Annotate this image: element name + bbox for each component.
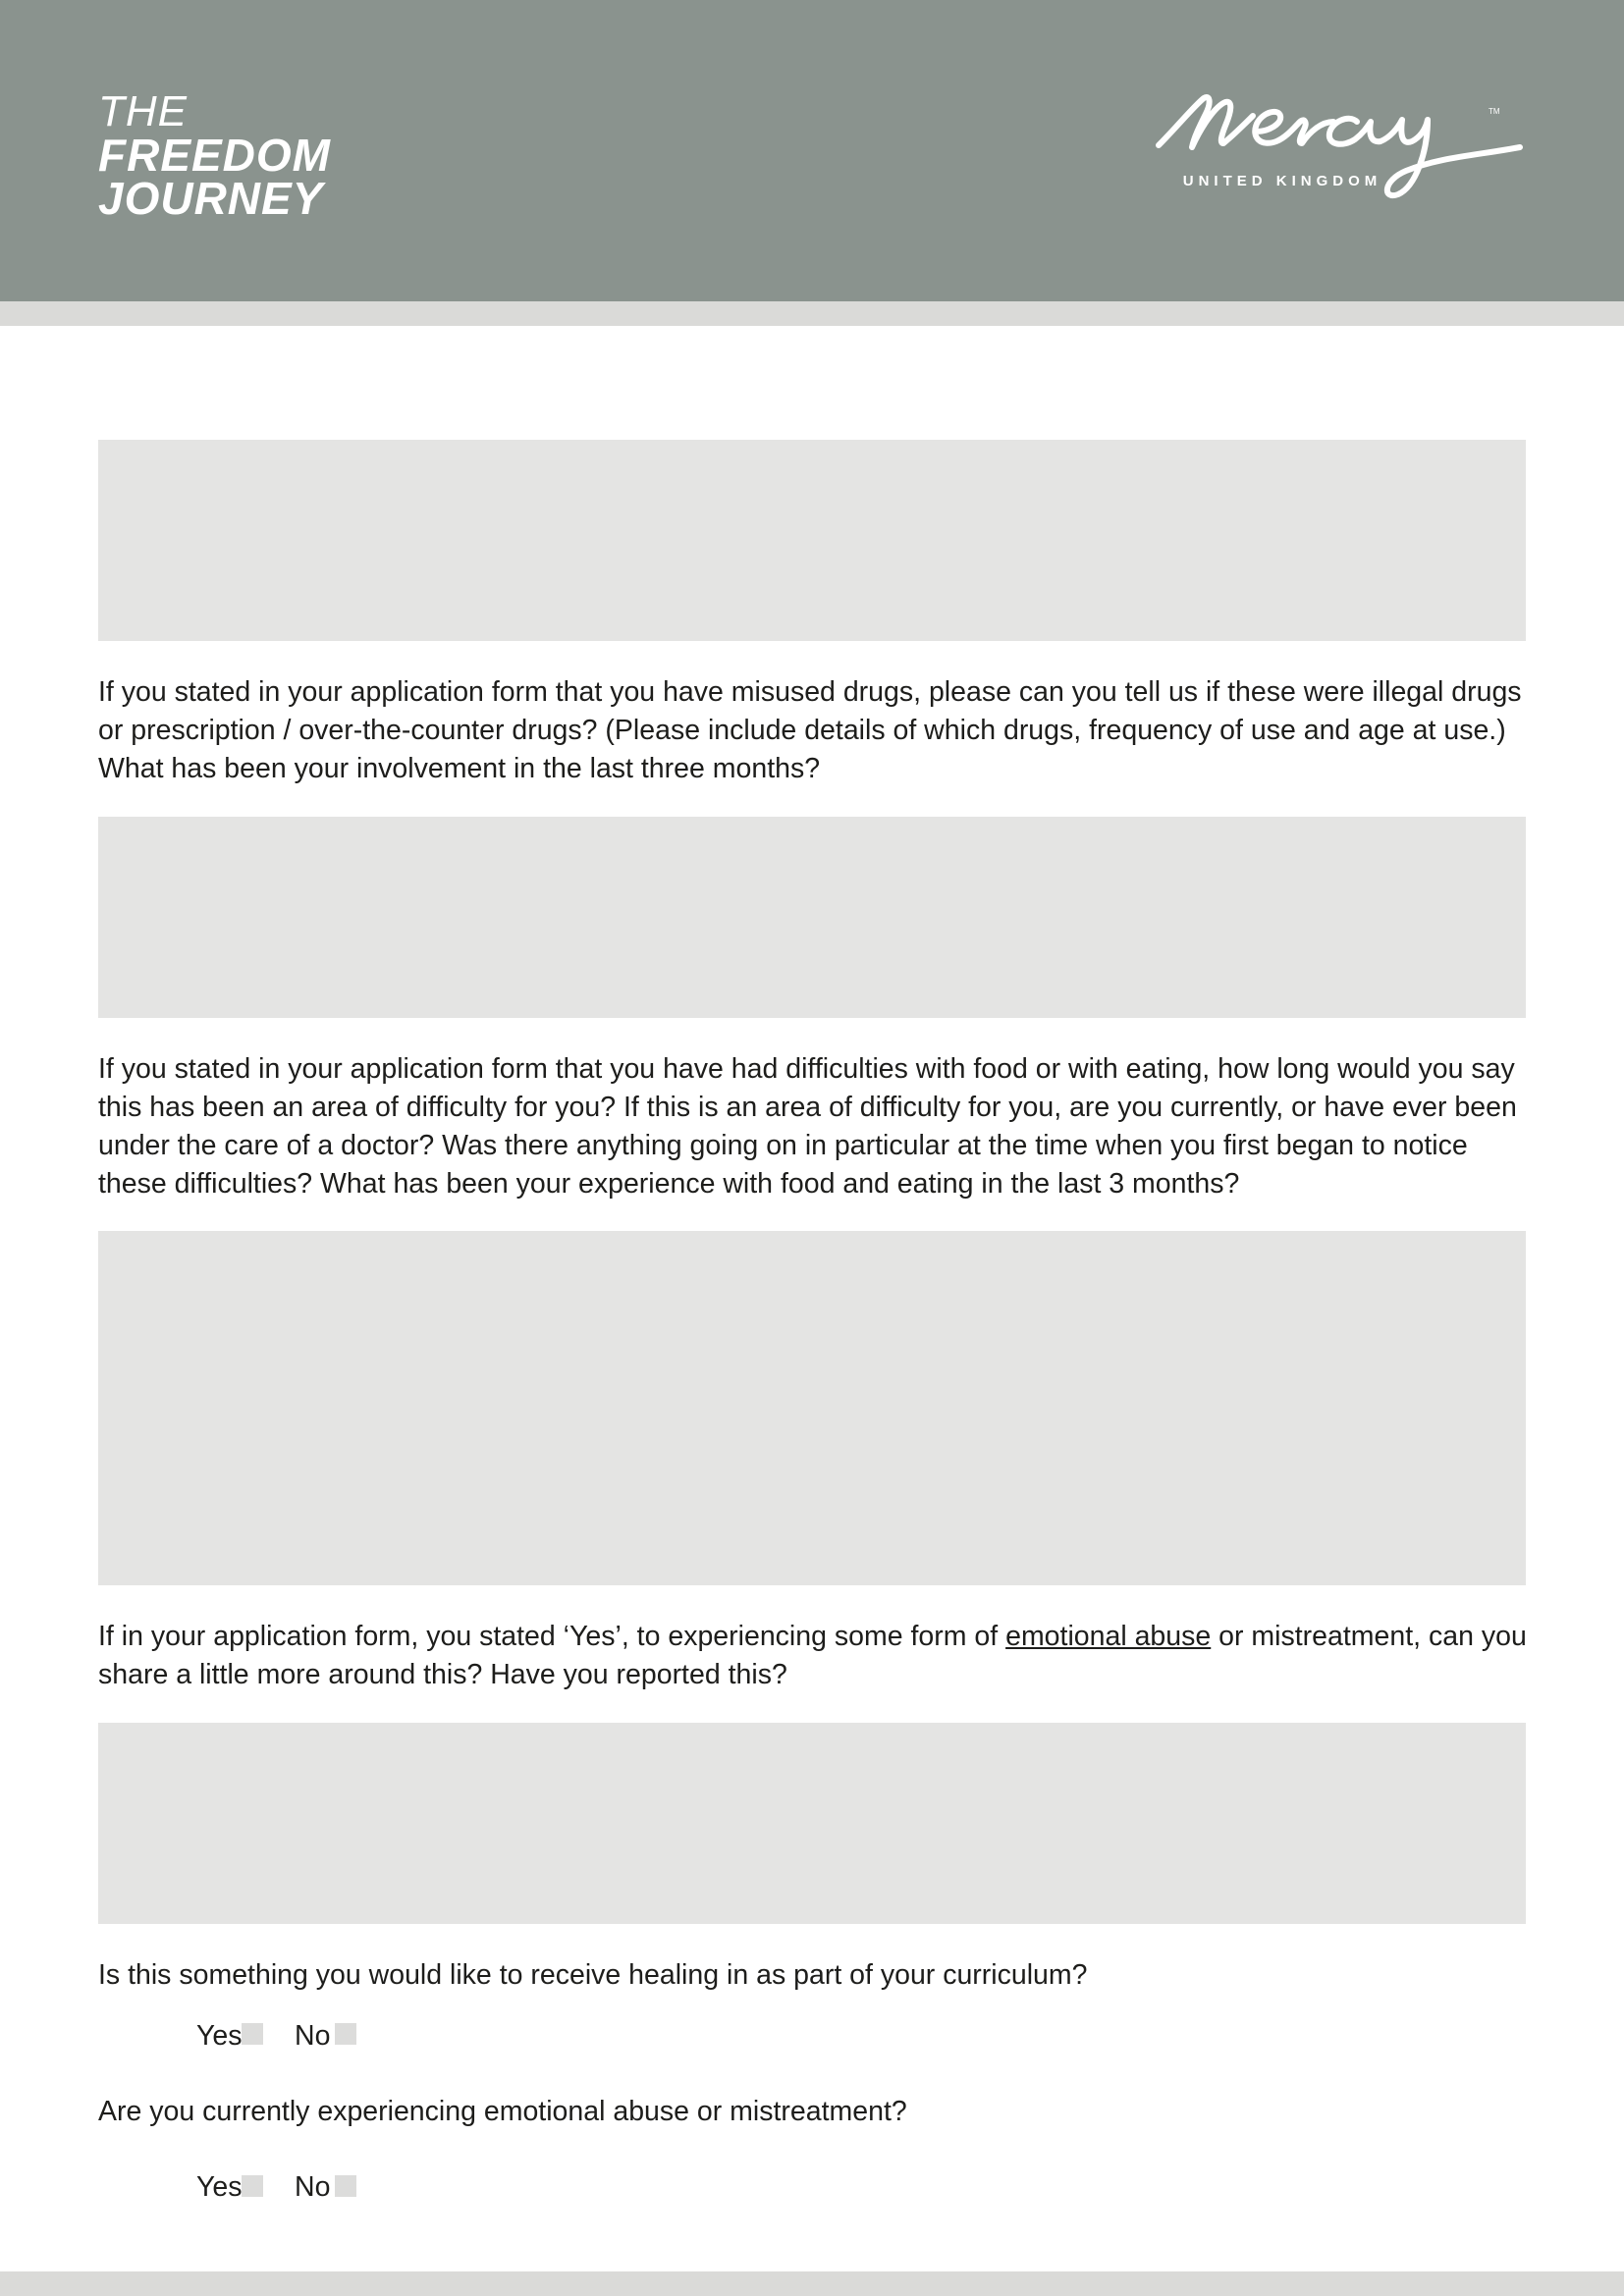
mercy-logo — [1155, 92, 1530, 230]
emotional-abuse-link[interactable]: emotional abuse — [1005, 1621, 1212, 1652]
current-yes-label: Yes — [196, 2171, 243, 2203]
header-divider — [0, 301, 1624, 326]
question-current-abuse: Are you currently experiencing emotional abuse or mistreatment? — [98, 2096, 907, 2127]
svg-text:TM: TM — [1489, 107, 1500, 116]
answer-field-food[interactable] — [98, 1231, 1526, 1585]
abuse-text-end: or mistreatment, can you share a little more around this? Have you reported this? — [98, 1621, 1527, 1690]
healing-no-checkbox[interactable] — [335, 2023, 356, 2045]
freedom-journey-brand — [98, 87, 331, 224]
question-food: If you stated in your application form that you have had difficulties with food or with eating, how long would you say this has been an area of difficulty for you? If this is an area of difficulty for you, are you currently, or have ever been under the care of a doctor? Was there anything going on in particular at the time when you first began to notice these difficulties? What has been your experience with food and eating in the last 3 months? — [98, 1053, 1517, 1200]
question-emotional-abuse — [98, 1618, 1532, 1694]
question-drugs: If you stated in your application form that you have misused drugs, please can you tell us if these were illegal drugs or prescription / over-the-counter drugs? (Please include details of which drugs, frequency of use and age at use.) What has been your involvement in the last three months? — [98, 676, 1522, 784]
healing-yes-checkbox[interactable] — [242, 2023, 263, 2045]
healing-yes-label: Yes — [196, 2020, 243, 2052]
healing-no-label: No — [295, 2020, 331, 2052]
brand-line-the: THE — [98, 87, 188, 135]
current-no-label: No — [295, 2171, 331, 2203]
footer-divider — [0, 2271, 1624, 2296]
answer-field-1[interactable] — [98, 440, 1526, 641]
brand-line-journey: JOURNEY — [98, 173, 324, 224]
current-no-checkbox[interactable] — [335, 2175, 356, 2197]
question-healing: Is this something you would like to receive healing in as part of your curriculum? — [98, 1959, 1088, 1991]
answer-field-drugs[interactable] — [98, 817, 1526, 1018]
current-yes-checkbox[interactable] — [242, 2175, 263, 2197]
answer-field-abuse[interactable] — [98, 1723, 1526, 1924]
abuse-text-start: If in your application form, you stated ‘Yes’, to experiencing some form of — [98, 1621, 1006, 1652]
logo-subtitle: UNITED KINGDOM — [1182, 173, 1382, 189]
brand-line-freedom: FREEDOM — [98, 130, 331, 181]
